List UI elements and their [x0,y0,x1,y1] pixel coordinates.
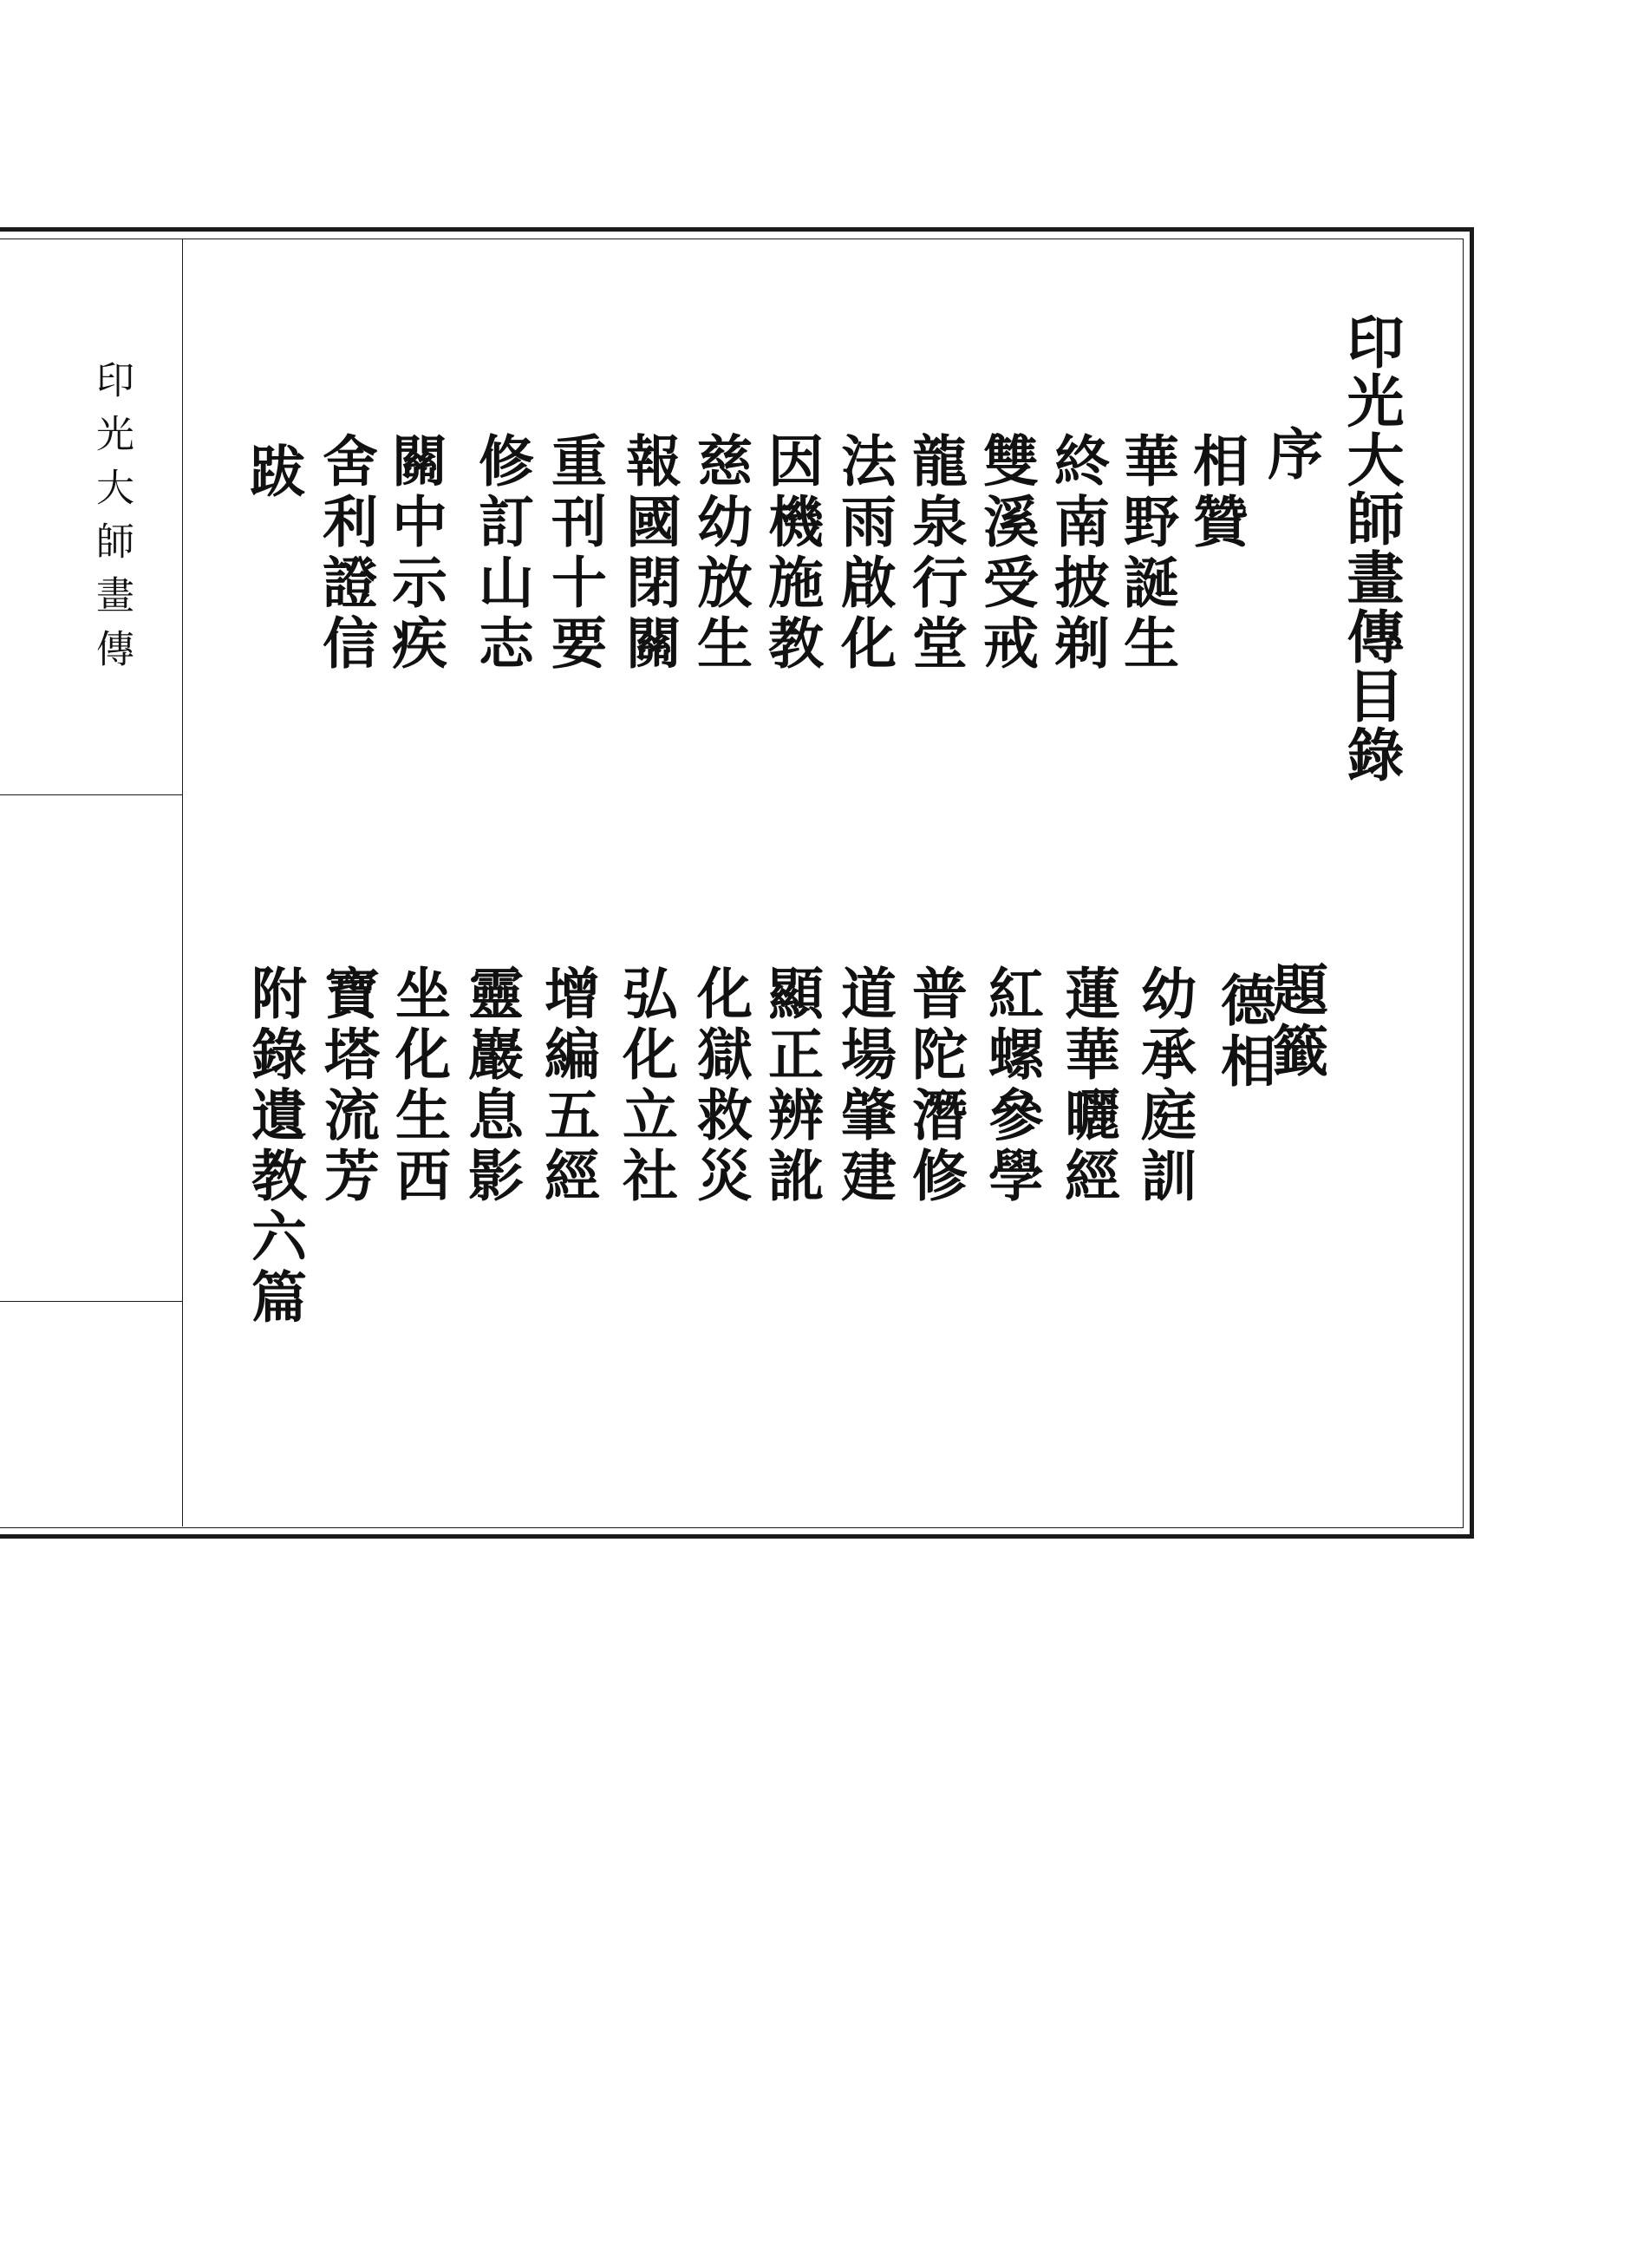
toc-entry: 雙溪受戒 [974,432,1039,675]
toc-entry: 華野誕生 [1114,432,1179,675]
toc-entry: 寶塔流芳 [315,964,380,1207]
toc-entry: 紅螺參學 [979,964,1044,1207]
toc-entry: 幼承庭訓 [1132,964,1197,1207]
toc-entry: 坐化生西 [386,964,451,1207]
toc-entry-title-slip: 題籤 [1263,961,1328,1082]
toc-entry: 重刊十要 [542,432,607,675]
toc-entry: 終南披剃 [1045,432,1110,675]
toc-entry: 報國閉關 [616,432,682,675]
toc-entry: 舍利證信 [313,432,378,675]
toc-entry: 蓮華曬經 [1055,964,1120,1207]
margin-divider-upper [0,794,183,795]
toc-entry: 顯正辨訛 [759,964,824,1207]
toc-entry: 關中示疾 [382,432,447,675]
toc-entry: 靈巖息影 [459,964,524,1207]
toc-entry: 龍泉行堂 [903,432,968,675]
toc-entry: 化獄救災 [688,964,753,1207]
toc-entry: 修訂山志 [469,432,534,675]
running-title: 印光大師畫傳 [89,360,134,683]
toc-entry-preface: 序 [1258,425,1323,486]
toc-entry: 增編五經 [535,964,600,1207]
toc-entry: 相贊 [1184,432,1249,553]
toc-entry-postscript: 跋 [240,442,305,503]
toc-entry: 普陀潛修 [903,964,968,1207]
toc-entry: 道場肇建 [832,964,897,1207]
toc-entry: 德相 [1211,971,1276,1093]
toc-entry: 因機施教 [759,432,824,675]
toc-entry: 法雨啟化 [832,432,897,675]
toc-title: 印光大師畫傳目錄 [1337,312,1405,784]
toc-entry: 弘化立社 [613,964,678,1207]
toc-entry: 慈幼放生 [688,432,753,675]
toc-entry-appendix: 附錄遺教六篇 [242,964,307,1329]
margin-divider-lower [0,1301,183,1302]
